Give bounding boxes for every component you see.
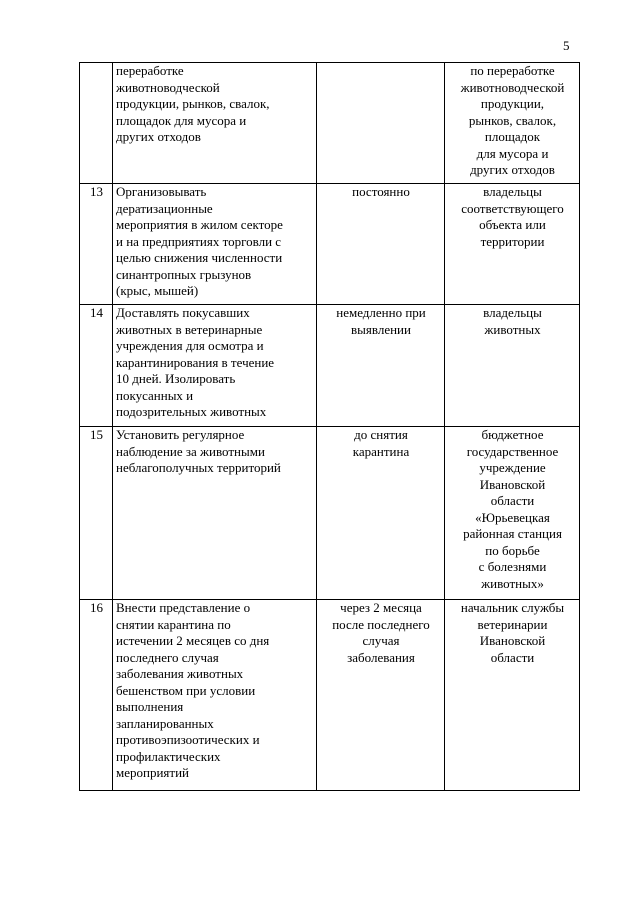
action-line: животных в ветеринарные: [116, 321, 263, 337]
action-line: Установить регулярное: [116, 427, 245, 442]
term-line: через 2 месяца: [340, 600, 422, 615]
responsible-line: объекта или: [479, 217, 546, 232]
responsible-cell: [445, 184, 580, 305]
responsible-line: учреждение: [479, 460, 546, 475]
action-line: истечении 2 месяцев со дня: [116, 633, 270, 648]
action-line: Организовывать: [116, 184, 207, 199]
responsible-line: рынков, свалок,: [468, 112, 557, 128]
responsible-line: области: [490, 649, 535, 665]
action-line: Доставлять покусавших: [116, 305, 250, 320]
action-line: неблагополучных территорий: [116, 460, 281, 475]
action-line: и на предприятиях торговли с: [116, 233, 282, 249]
term-line: карантина: [352, 443, 410, 459]
row-number: 14: [80, 305, 113, 427]
responsible-line: для мусора и: [476, 145, 549, 161]
responsible-line: районная станция: [463, 526, 562, 541]
table-row: [80, 600, 580, 791]
action-line: запланированных: [116, 715, 214, 731]
action-cell: [113, 427, 317, 600]
action-cell: [113, 600, 317, 791]
action-line: других отходов: [116, 129, 201, 144]
responsible-line: бюджетное: [481, 427, 544, 442]
action-line: заболевания животных: [116, 666, 244, 681]
action-line: учреждения для осмотра и: [116, 338, 264, 353]
action-line: подозрительных животных: [116, 404, 267, 419]
action-line: продукции, рынков, свалок,: [116, 96, 270, 111]
responsible-line: других отходов: [470, 162, 555, 177]
action-line: карантинирования в течение: [116, 354, 275, 370]
responsible-line: Ивановской: [479, 633, 546, 648]
action-line: противоэпизоотических и: [116, 732, 260, 747]
row-number: 13: [80, 184, 113, 305]
table-row: [80, 427, 580, 600]
responsible-line: продукции,: [480, 96, 545, 111]
action-cell: [113, 184, 317, 305]
action-line: профилактических: [116, 748, 221, 764]
row-number: 16: [80, 600, 113, 791]
responsible-cell: [445, 63, 580, 184]
term-line: постоянно: [352, 184, 410, 199]
action-line: мероприятия в жилом секторе: [116, 217, 283, 232]
responsible-line: по борьбе: [485, 542, 540, 558]
responsible-line: владельцы: [483, 184, 542, 199]
row-number: 15: [80, 427, 113, 600]
responsible-line: государственное: [466, 443, 559, 459]
table-row: [80, 305, 580, 427]
responsible-line: владельцы: [483, 305, 542, 320]
action-line: последнего случая: [116, 649, 219, 665]
responsible-line: начальник службы: [460, 600, 565, 615]
term-cell: [317, 305, 445, 427]
responsible-line: с болезнями: [478, 559, 547, 574]
action-line: выполнения: [116, 699, 184, 714]
action-line: мероприятий: [116, 765, 189, 780]
responsible-line: по переработке: [470, 63, 555, 78]
table-row: [80, 184, 580, 305]
measures-table: [79, 62, 580, 791]
responsible-line: животноводческой: [460, 79, 565, 95]
responsible-line: животных»: [481, 575, 544, 591]
responsible-cell: [445, 305, 580, 427]
row-number: [80, 63, 113, 184]
responsible-line: ветеринарии: [477, 616, 548, 632]
responsible-cell: [445, 600, 580, 791]
action-line: Внести представление о: [116, 600, 251, 615]
action-line: (крыс, мышей): [116, 283, 199, 298]
term-cell: [317, 63, 445, 184]
action-line: синантропных грызунов: [116, 266, 252, 282]
term-line: немедленно при: [336, 305, 426, 320]
term-cell: [317, 184, 445, 305]
action-cell: [113, 305, 317, 427]
term-line: выявлении: [351, 321, 411, 337]
responsible-line: Ивановской: [479, 476, 546, 492]
action-line: 10 дней. Изолировать: [116, 371, 236, 386]
responsible-line: области: [490, 493, 535, 508]
action-cell: [113, 63, 317, 184]
action-line: покусанных и: [116, 387, 194, 403]
action-line: снятии карантина по: [116, 616, 231, 632]
term-line: до снятия: [354, 427, 408, 442]
action-line: целью снижения численности: [116, 250, 283, 265]
responsible-cell: [445, 427, 580, 600]
responsible-line: «Юрьевецкая: [475, 509, 550, 525]
responsible-line: площадок: [484, 129, 541, 144]
term-line: заболевания: [347, 649, 415, 665]
page-number: 5: [563, 38, 570, 53]
table-row: [80, 63, 580, 184]
responsible-line: соответствующего: [461, 200, 564, 216]
action-line: площадок для мусора и: [116, 112, 247, 128]
action-line: бешенством при условии: [116, 682, 256, 698]
term-cell: [317, 427, 445, 600]
responsible-line: территории: [480, 233, 545, 249]
responsible-line: животных: [484, 321, 541, 337]
action-line: дератизационные: [116, 200, 213, 216]
action-line: наблюдение за животными: [116, 443, 265, 459]
term-line: после последнего: [332, 616, 430, 632]
action-line: животноводческой: [116, 79, 220, 95]
action-line: переработке: [116, 63, 184, 78]
term-cell: [317, 600, 445, 791]
term-line: случая: [362, 633, 400, 648]
